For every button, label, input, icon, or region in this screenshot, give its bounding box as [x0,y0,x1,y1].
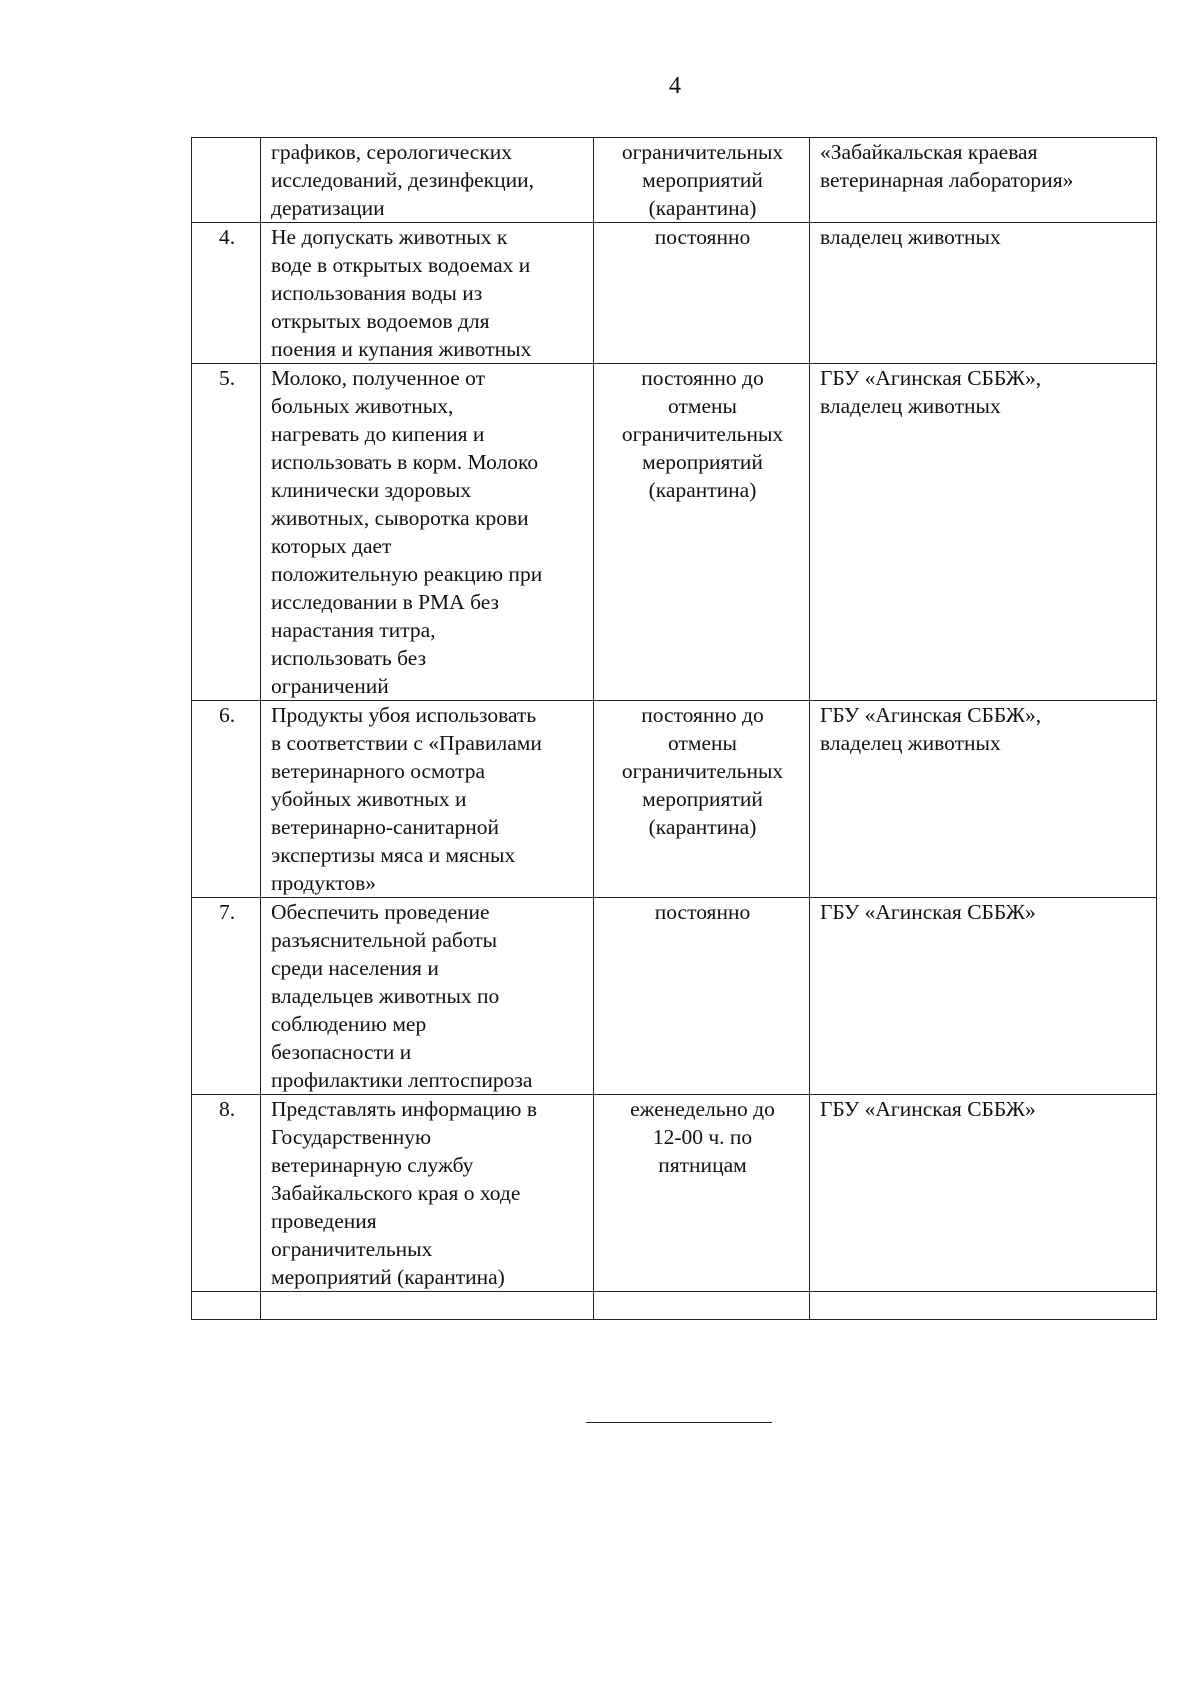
row-number: 7. [192,898,261,1095]
row-number: 8. [192,1095,261,1292]
row-number: 6. [192,701,261,898]
empty-cell [192,1292,261,1320]
action-cell: Молоко, полученное от больных животных, нагревать до кипения и использовать в корм. Молоко клинически здоровых животных, сыворотка крови которых дает положительную реакцию при исследовании в РМА без нарастания титра, использовать без ограничений [261,364,594,701]
action-cell: Продукты убоя использовать в соответствии с «Правилами ветеринарного осмотра убойных животных и ветеринарно-санитарной экспертизы мяса и мясных продуктов» [261,701,594,898]
closing-divider-line [586,1422,772,1423]
responsible-cell: ГБУ «Агинская СББЖ» [810,1095,1157,1292]
table-row [192,898,1157,1095]
table-row [192,701,1157,898]
action-cell: графиков, серологических исследований, дезинфекции, дератизации [261,138,594,223]
responsible-cell: ГБУ «Агинская СББЖ» [810,898,1157,1095]
term-cell: постоянно [594,223,810,364]
empty-cell [594,1292,810,1320]
empty-cell [261,1292,594,1320]
table-row [192,1095,1157,1292]
responsible-cell: ГБУ «Агинская СББЖ», владелец животных [810,364,1157,701]
action-cell: Обеспечить проведение разъяснительной работы среди населения и владельцев животных по соблюдению мер безопасности и профилактики лептоспироза [261,898,594,1095]
table-row [192,364,1157,701]
table-row [192,138,1157,223]
measures-table [191,137,1157,1320]
page-number: 4 [669,73,681,99]
responsible-cell: ГБУ «Агинская СББЖ», владелец животных [810,701,1157,898]
row-number [192,138,261,223]
term-cell: постоянно до отмены ограничительных мероприятий (карантина) [594,364,810,701]
action-cell: Не допускать животных к воде в открытых водоемах и использования воды из открытых водоемов для поения и купания животных [261,223,594,364]
responsible-cell: владелец животных [810,223,1157,364]
empty-cell [810,1292,1157,1320]
empty-table-row [192,1292,1157,1320]
term-cell: постоянно [594,898,810,1095]
row-number: 5. [192,364,261,701]
responsible-cell: «Забайкальская краевая ветеринарная лаборатория» [810,138,1157,223]
table-row [192,223,1157,364]
action-cell: Представлять информацию в Государственную ветеринарную службу Забайкальского края о ходе проведения ограничительных мероприятий (карантина) [261,1095,594,1292]
row-number: 4. [192,223,261,364]
term-cell: постоянно до отмены ограничительных мероприятий (карантина) [594,701,810,898]
term-cell: ограничительных мероприятий (карантина) [594,138,810,223]
term-cell: еженедельно до 12-00 ч. по пятницам [594,1095,810,1292]
